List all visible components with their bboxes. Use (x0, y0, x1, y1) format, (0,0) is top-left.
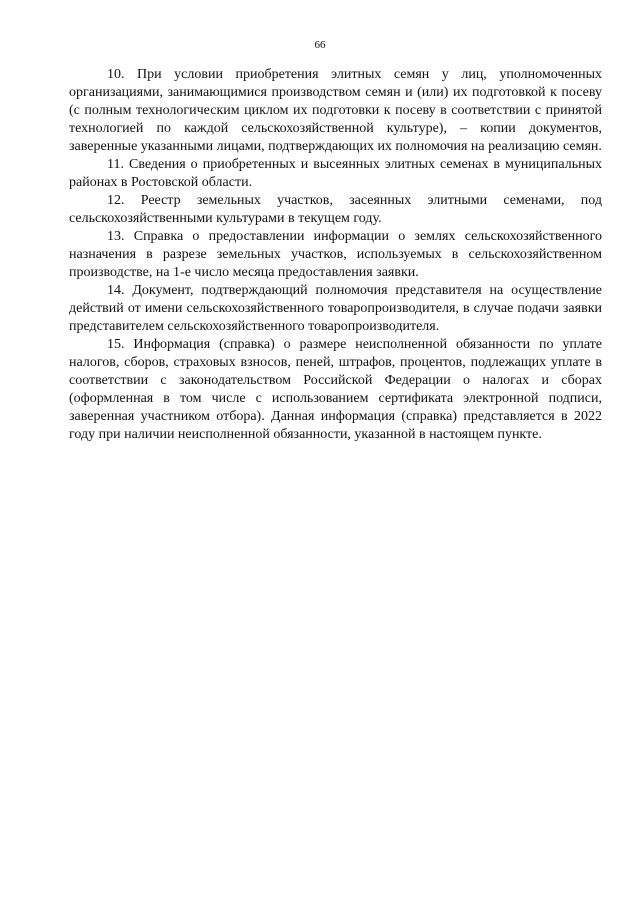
paragraph-item-13: 13. Справка о предоставлении информации о землях сельскохозяйственного назначения в разрезе земельных участков, используемых в сельскохозяйственном производстве, на 1-е число месяца предоставления заявки. (69, 229, 602, 280)
paragraph-item-14: 14. Документ, подтверждающий полномочия представителя на осуществление действий от имени сельскохозяйственного товаропроизводителя, в случае подачи заявки представителем сельскохозяйственного товаропроизводителя. (69, 283, 602, 334)
document-body (69, 66, 602, 444)
paragraph-item-10: 10. При условии приобретения элитных семян у лиц, уполномоченных организациями, занимающимися производством семян и (или) их подготовкой к посеву (с полным технологическим циклом их подготовки к посеву в соответствии с принятой технологией по каждой сельскохозяйственной культуре), – копии документов, заверенные указанными лицами, подтверждающих их полномочия на реализацию семян. (69, 67, 602, 154)
paragraph-item-15: 15. Информация (справка) о размере неисполненной обязанности по уплате налогов, сборов, страховых взносов, пеней, штрафов, процентов, подлежащих уплате в соответствии с законодательством Российской Федерации о налогах и сборах (оформленная в том числе с использованием сертификата электронной подписи, заверенная участником отбора). Данная информация (справка) представляется в 2022 году при наличии неисполненной обязанности, указанной в настоящем пункте. (69, 337, 602, 442)
paragraph-item-11: 11. Сведения о приобретенных и высеянных элитных семенах в муниципальных районах в Ростовской области. (69, 157, 602, 190)
paragraph-item-12: 12. Реестр земельных участков, засеянных элитными семенами, под сельскохозяйственными культурами в текущем году. (69, 193, 602, 226)
page-number: 66 (314, 39, 326, 51)
